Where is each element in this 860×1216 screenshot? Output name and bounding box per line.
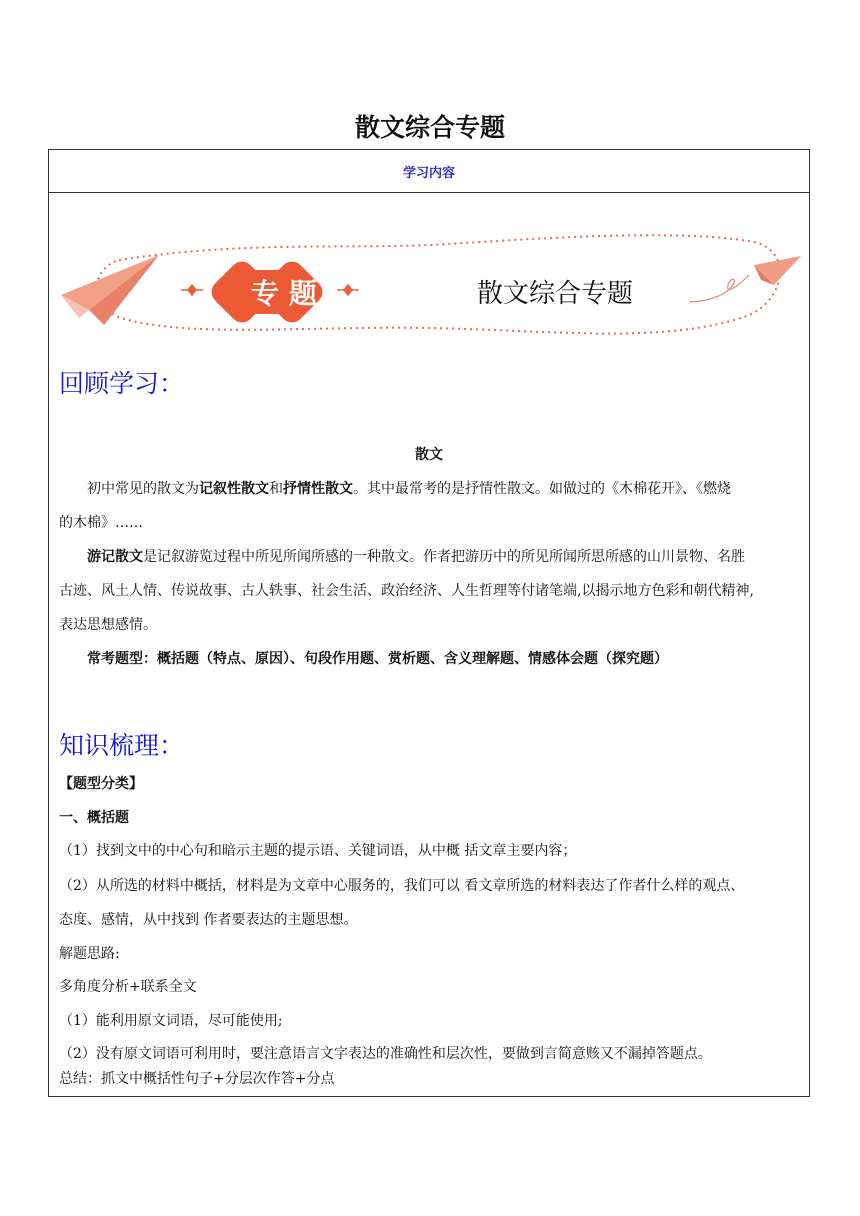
knowledge-line-1: （1）找到文中的中心句和暗示主题的提示语、关键词语，从中概 括文章主要内容；	[59, 843, 577, 859]
knowledge-line-4: 多角度分析+联系全文	[59, 979, 197, 995]
p1-bold-narrative: 记叙性散文	[199, 481, 269, 497]
review-paragraph-2	[59, 540, 801, 574]
p1-text-a: 初中常见的散文为	[87, 481, 199, 497]
topic-badge-label: 专题	[250, 277, 327, 310]
page-title: 散文综合专题	[354, 113, 505, 142]
knowledge-heading: 知识梳理：	[59, 731, 185, 760]
content-table	[48, 149, 810, 1097]
review-paragraph-2-line2: 古迹、风土人情、传说故事、古人轶事、社会生活、政治经济、人生哲理等付诸笔端,以揭示地方色彩和朝代精神,	[59, 583, 754, 599]
review-heading: 回顾学习：	[59, 369, 185, 398]
review-question-types: 常考题型：概括题（特点、原因）、句段作用题、赏析题、含义理解题、情感体会题（探究题）	[87, 651, 668, 667]
table-header	[49, 150, 809, 193]
p1-text-and: 和	[269, 481, 283, 497]
review-paragraph-1-cont: 的木棉》……	[59, 515, 143, 531]
knowledge-line-3: 解题思路:	[59, 946, 120, 962]
knowledge-line-7: 总结：抓文中概括性句子+分层次作答+分点	[59, 1071, 335, 1087]
knowledge-line-5: （1）能利用原文词语，尽可能使用;	[59, 1013, 283, 1029]
item1-title: 一、概括题	[59, 810, 129, 826]
knowledge-line-6: （2）没有原文词语可利用时，要注意语言文字表达的准确性和层次性，要做到言简意赅又不漏掉答题点。	[59, 1046, 712, 1062]
p2-text-b: 是记叙游览过程中所见所闻所感的一种散文。作者把游历中的所见所闻所思所感的山川景物、名胜	[143, 549, 745, 565]
category-label: 【题型分类】	[59, 776, 143, 792]
paper-plane-right-icon	[689, 256, 801, 302]
banner-title: 散文综合专题	[476, 279, 633, 309]
p2-bold-travel: 游记散文	[87, 549, 143, 565]
review-paragraph-1	[59, 472, 801, 506]
review-subheading: 散文	[415, 447, 443, 463]
p1-text-e: 。其中最常考的是抒情性散文。如做过的《木棉花开》、《燃烧	[353, 481, 731, 497]
sparkle-left-icon	[181, 285, 203, 295]
knowledge-line-2a: （2）从所选的材料中概括，材料是为文章中心服务的，我们可以 看文章所选的材料表达了作者什么样的观点、	[59, 878, 745, 894]
knowledge-line-2b: 态度、感情，从中找到 作者要表达的主题思想。	[59, 912, 358, 928]
p1-bold-lyrical: 抒情性散文	[283, 481, 353, 497]
review-paragraph-2-line3: 表达思想感情。	[59, 617, 157, 633]
header-label: 学习内容	[402, 165, 455, 181]
